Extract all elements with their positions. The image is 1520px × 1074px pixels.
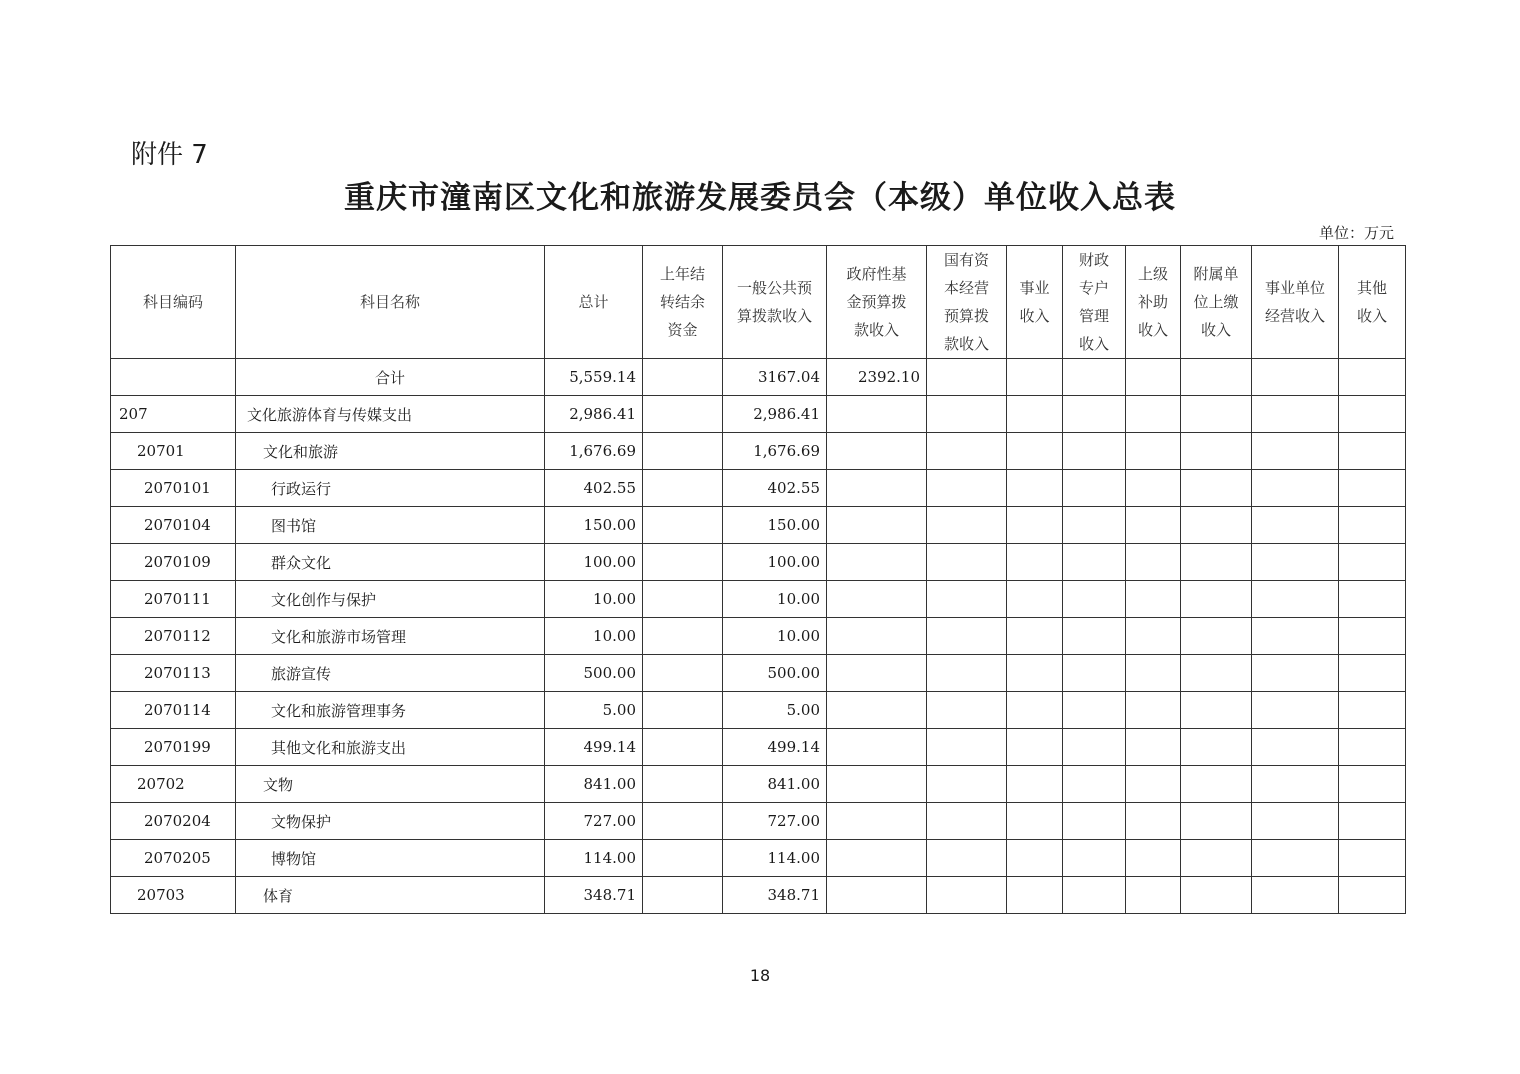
table-row — [111, 618, 1406, 655]
table-row — [111, 840, 1406, 877]
row-total: 499.14 — [545, 729, 643, 766]
row-code: 2070204 — [111, 803, 236, 840]
table-row — [111, 692, 1406, 729]
row-total: 727.00 — [545, 803, 643, 840]
row-total: 10.00 — [545, 581, 643, 618]
row-code: 2070109 — [111, 544, 236, 581]
attachment-label: 附件 7 — [131, 140, 208, 170]
row-name: 文物 — [236, 766, 545, 803]
row-name: 体育 — [236, 877, 545, 914]
header-cell: 总计 — [545, 246, 643, 359]
table-row — [111, 766, 1406, 803]
table-row — [111, 655, 1406, 692]
row-name: 旅游宣传 — [236, 655, 545, 692]
total-fund: 2392.10 — [827, 359, 927, 396]
header-cell: 事业收入 — [1007, 246, 1063, 359]
row-general: 150.00 — [723, 507, 827, 544]
row-name: 文化和旅游 — [236, 433, 545, 470]
row-code: 20702 — [111, 766, 236, 803]
unit-label: 单位：万元 — [1318, 224, 1394, 242]
table-row — [111, 396, 1406, 433]
row-general: 499.14 — [723, 729, 827, 766]
row-name: 文化和旅游市场管理 — [236, 618, 545, 655]
header-cell: 科目编码 — [111, 246, 236, 359]
row-code: 2070104 — [111, 507, 236, 544]
row-name: 图书馆 — [236, 507, 545, 544]
total-label: 合计 — [236, 359, 545, 396]
row-name: 文化旅游体育与传媒支出 — [236, 396, 545, 433]
document-title: 重庆市潼南区文化和旅游发展委员会（本级）单位收入总表 — [344, 180, 1176, 216]
row-code: 2070111 — [111, 581, 236, 618]
row-code: 20701 — [111, 433, 236, 470]
row-total: 402.55 — [545, 470, 643, 507]
row-total: 348.71 — [545, 877, 643, 914]
table-row — [111, 507, 1406, 544]
row-total: 10.00 — [545, 618, 643, 655]
row-general: 114.00 — [723, 840, 827, 877]
row-code: 207 — [111, 396, 236, 433]
row-total: 2,986.41 — [545, 396, 643, 433]
header-cell: 政府性基金预算拨款收入 — [827, 246, 927, 359]
row-name: 其他文化和旅游支出 — [236, 729, 545, 766]
table-row — [111, 803, 1406, 840]
table-row — [111, 877, 1406, 914]
row-name: 行政运行 — [236, 470, 545, 507]
row-general: 841.00 — [723, 766, 827, 803]
row-total: 100.00 — [545, 544, 643, 581]
row-general: 402.55 — [723, 470, 827, 507]
row-general: 348.71 — [723, 877, 827, 914]
header-cell: 国有资本经营预算拨款收入 — [927, 246, 1007, 359]
header-cell: 上年结转结余资金 — [643, 246, 723, 359]
row-code: 2070101 — [111, 470, 236, 507]
row-total: 150.00 — [545, 507, 643, 544]
table-row — [111, 470, 1406, 507]
row-general: 2,986.41 — [723, 396, 827, 433]
table-row — [111, 581, 1406, 618]
total-row — [111, 359, 1406, 396]
row-general: 10.00 — [723, 618, 827, 655]
row-name: 文化和旅游管理事务 — [236, 692, 545, 729]
table-row — [111, 544, 1406, 581]
header-cell: 附属单位上缴收入 — [1181, 246, 1252, 359]
row-general: 500.00 — [723, 655, 827, 692]
header-cell: 上级补助收入 — [1126, 246, 1181, 359]
header-row — [111, 246, 1406, 359]
total-general: 3167.04 — [723, 359, 827, 396]
row-general: 100.00 — [723, 544, 827, 581]
table-row — [111, 433, 1406, 470]
row-general: 727.00 — [723, 803, 827, 840]
header-cell: 一般公共预算拨款收入 — [723, 246, 827, 359]
header-cell: 其他收入 — [1339, 246, 1406, 359]
header-cell: 事业单位经营收入 — [1252, 246, 1339, 359]
total-amount: 5,559.14 — [545, 359, 643, 396]
row-general: 1,676.69 — [723, 433, 827, 470]
row-total: 500.00 — [545, 655, 643, 692]
header-cell: 科目名称 — [236, 246, 545, 359]
row-general: 10.00 — [723, 581, 827, 618]
row-general: 5.00 — [723, 692, 827, 729]
row-code: 2070114 — [111, 692, 236, 729]
row-code: 20703 — [111, 877, 236, 914]
row-code: 2070205 — [111, 840, 236, 877]
row-name: 群众文化 — [236, 544, 545, 581]
income-summary-table — [110, 245, 1406, 914]
row-name: 文物保护 — [236, 803, 545, 840]
row-name: 博物馆 — [236, 840, 545, 877]
row-name: 文化创作与保护 — [236, 581, 545, 618]
header-cell: 财政专户管理收入 — [1063, 246, 1126, 359]
row-total: 5.00 — [545, 692, 643, 729]
row-code: 2070112 — [111, 618, 236, 655]
row-code: 2070199 — [111, 729, 236, 766]
row-total: 841.00 — [545, 766, 643, 803]
row-code: 2070113 — [111, 655, 236, 692]
table-row — [111, 729, 1406, 766]
row-total: 1,676.69 — [545, 433, 643, 470]
row-total: 114.00 — [545, 840, 643, 877]
page-number: 18 — [749, 966, 771, 985]
